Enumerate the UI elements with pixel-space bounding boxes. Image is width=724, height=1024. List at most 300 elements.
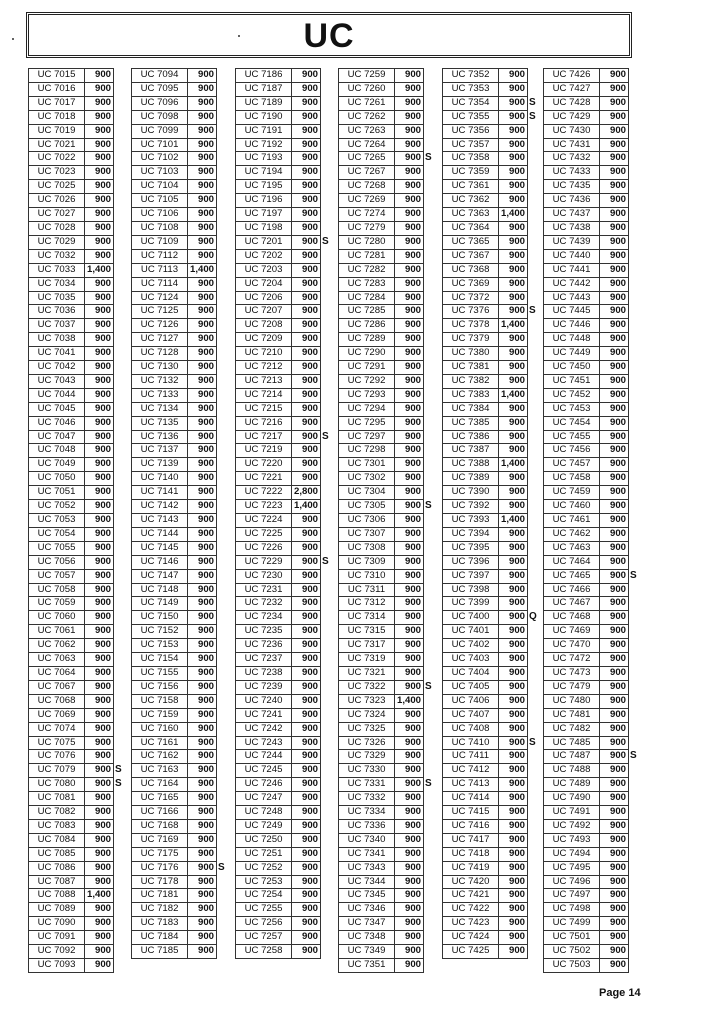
table-row (29, 945, 126, 959)
item-value: 900 (292, 388, 321, 402)
item-value: 1,400 (499, 388, 528, 402)
item-value: 900 (292, 124, 321, 138)
item-flag (528, 639, 540, 653)
item-code: UC 7465 (544, 569, 600, 583)
item-code: UC 7053 (29, 514, 85, 528)
item-value: 900 (292, 263, 321, 277)
item-flag (217, 708, 229, 722)
item-value: 900 (292, 903, 321, 917)
item-flag (217, 597, 229, 611)
item-flag (114, 500, 126, 514)
item-value: 900 (499, 291, 528, 305)
item-code: UC 7086 (29, 861, 85, 875)
table-row (339, 486, 436, 500)
item-code: UC 7336 (339, 819, 395, 833)
item-flag (629, 625, 641, 639)
table-row (29, 861, 126, 875)
table-row (339, 959, 436, 973)
table-row (544, 722, 641, 736)
table-row (236, 124, 333, 138)
table-row (29, 666, 126, 680)
table-row (132, 680, 229, 694)
item-value: 900 (292, 889, 321, 903)
item-value: 900 (395, 402, 424, 416)
item-flag (629, 541, 641, 555)
table-row (132, 945, 229, 959)
table-row (339, 361, 436, 375)
item-flag (114, 361, 126, 375)
item-value: 900 (188, 249, 217, 263)
item-flag (321, 333, 333, 347)
table-row (443, 374, 540, 388)
item-flag (114, 541, 126, 555)
item-value: 900 (292, 555, 321, 569)
table-row (29, 875, 126, 889)
item-value: 900 (188, 931, 217, 945)
item-value: 900 (188, 430, 217, 444)
item-flag (321, 166, 333, 180)
item-flag (528, 806, 540, 820)
item-code: UC 7246 (236, 778, 292, 792)
table-row (132, 597, 229, 611)
item-code: UC 7454 (544, 416, 600, 430)
item-flag (114, 291, 126, 305)
item-code: UC 7015 (29, 69, 85, 83)
item-flag (321, 639, 333, 653)
table-row (132, 388, 229, 402)
table-row (443, 527, 540, 541)
item-value: 900 (499, 806, 528, 820)
item-value: 900 (188, 764, 217, 778)
item-code: UC 7491 (544, 806, 600, 820)
item-value: 900 (395, 110, 424, 124)
item-flag (629, 69, 641, 83)
item-value: 900 (292, 764, 321, 778)
item-code: UC 7457 (544, 458, 600, 472)
item-value: 900 (85, 903, 114, 917)
item-flag (321, 569, 333, 583)
item-code: UC 7140 (132, 472, 188, 486)
item-flag (114, 653, 126, 667)
item-code: UC 7191 (236, 124, 292, 138)
table-row (544, 152, 641, 166)
item-value: 900 (499, 750, 528, 764)
item-code: UC 7496 (544, 875, 600, 889)
item-value: 900 (188, 639, 217, 653)
item-code: UC 7234 (236, 611, 292, 625)
item-flag (114, 444, 126, 458)
table-row (544, 388, 641, 402)
item-flag (321, 152, 333, 166)
item-value: 900 (600, 263, 629, 277)
item-value: 900 (188, 500, 217, 514)
table-row (236, 291, 333, 305)
item-value: 900 (395, 138, 424, 152)
item-flag (114, 875, 126, 889)
price-table (543, 68, 641, 973)
item-code: UC 7034 (29, 277, 85, 291)
item-code: UC 7195 (236, 180, 292, 194)
item-value: 900 (395, 639, 424, 653)
item-value: 900 (499, 653, 528, 667)
item-code: UC 7087 (29, 875, 85, 889)
table-row (544, 361, 641, 375)
table-row (339, 124, 436, 138)
table-row (443, 694, 540, 708)
table-row (132, 319, 229, 333)
item-code: UC 7388 (443, 458, 499, 472)
item-flag (629, 722, 641, 736)
item-value: 900 (188, 833, 217, 847)
item-code: UC 7369 (443, 277, 499, 291)
table-row (443, 889, 540, 903)
item-value: 900 (600, 458, 629, 472)
item-code: UC 7263 (339, 124, 395, 138)
item-value: 900 (395, 430, 424, 444)
table-row (443, 444, 540, 458)
item-code: UC 7096 (132, 96, 188, 110)
item-flag (424, 639, 436, 653)
table-row (544, 861, 641, 875)
item-flag (528, 402, 540, 416)
item-flag (424, 388, 436, 402)
item-flag (114, 750, 126, 764)
item-code: UC 7225 (236, 527, 292, 541)
table-row (29, 263, 126, 277)
item-value: 900 (395, 347, 424, 361)
table-row (236, 736, 333, 750)
item-flag (424, 138, 436, 152)
item-flag (629, 277, 641, 291)
table-row (236, 416, 333, 430)
item-value: 900 (499, 166, 528, 180)
table-row (132, 221, 229, 235)
item-code: UC 7437 (544, 208, 600, 222)
item-value: 900 (499, 861, 528, 875)
table-row (339, 319, 436, 333)
item-flag (217, 249, 229, 263)
item-flag (424, 263, 436, 277)
item-value: 900 (395, 374, 424, 388)
item-value: 900 (395, 653, 424, 667)
item-flag (114, 819, 126, 833)
item-flag (217, 486, 229, 500)
table-row (29, 750, 126, 764)
item-value: 900 (292, 277, 321, 291)
table-row (339, 764, 436, 778)
item-flag (114, 889, 126, 903)
item-code: UC 7259 (339, 69, 395, 83)
item-value: 900 (292, 597, 321, 611)
table-row (29, 500, 126, 514)
item-value: 900 (499, 82, 528, 96)
item-value: 900 (499, 277, 528, 291)
item-code: UC 7311 (339, 583, 395, 597)
item-code: UC 7197 (236, 208, 292, 222)
item-value: 900 (600, 917, 629, 931)
item-value: 900 (600, 903, 629, 917)
item-flag: S (529, 305, 536, 317)
item-code: UC 7255 (236, 903, 292, 917)
item-code: UC 7104 (132, 180, 188, 194)
item-flag (629, 416, 641, 430)
item-value: 900 (188, 277, 217, 291)
table-row (443, 541, 540, 555)
item-flag (424, 597, 436, 611)
item-code: UC 7363 (443, 208, 499, 222)
item-value: 900 (499, 333, 528, 347)
table-row (29, 819, 126, 833)
table-row (443, 416, 540, 430)
item-code: UC 7297 (339, 430, 395, 444)
item-code: UC 7358 (443, 152, 499, 166)
item-code: UC 7461 (544, 514, 600, 528)
table-row (443, 69, 540, 83)
item-code: UC 7359 (443, 166, 499, 180)
item-value: 900 (600, 305, 629, 319)
item-flag: S (529, 736, 536, 748)
table-row (339, 569, 436, 583)
item-flag (528, 708, 540, 722)
item-value: 900 (499, 819, 528, 833)
item-value: 900 (499, 249, 528, 263)
table-row (544, 458, 641, 472)
table-row (339, 235, 436, 249)
item-code: UC 7349 (339, 945, 395, 959)
table-row (236, 458, 333, 472)
item-value: 900 (188, 96, 217, 110)
item-value: 900 (499, 69, 528, 83)
table-row (339, 472, 436, 486)
item-code: UC 7127 (132, 333, 188, 347)
item-value: 900 (499, 666, 528, 680)
item-value: 900 (292, 722, 321, 736)
item-code: UC 7041 (29, 347, 85, 361)
table-row (236, 597, 333, 611)
item-code: UC 7315 (339, 625, 395, 639)
item-flag (424, 694, 436, 708)
item-value: 900 (188, 124, 217, 138)
item-value: 900 (499, 736, 528, 750)
item-code: UC 7364 (443, 221, 499, 235)
table-row (236, 402, 333, 416)
item-flag (217, 917, 229, 931)
item-code: UC 7306 (339, 514, 395, 528)
item-value: 900 (85, 235, 114, 249)
item-code: UC 7136 (132, 430, 188, 444)
item-flag (114, 666, 126, 680)
item-code: UC 7258 (236, 945, 292, 959)
item-flag: S (115, 764, 122, 776)
item-code: UC 7416 (443, 819, 499, 833)
item-code: UC 7435 (544, 180, 600, 194)
item-flag (528, 555, 540, 569)
item-value: 900 (600, 138, 629, 152)
item-code: UC 7051 (29, 486, 85, 500)
table-row (29, 680, 126, 694)
item-code: UC 7135 (132, 416, 188, 430)
table-row (29, 889, 126, 903)
item-flag (528, 82, 540, 96)
item-code: UC 7499 (544, 917, 600, 931)
table-row (339, 583, 436, 597)
item-flag (629, 263, 641, 277)
item-value: 900 (188, 569, 217, 583)
item-flag (629, 347, 641, 361)
table-row (132, 305, 229, 319)
item-value: 900 (85, 124, 114, 138)
item-code: UC 7459 (544, 486, 600, 500)
item-code: UC 7419 (443, 861, 499, 875)
item-code: UC 7280 (339, 235, 395, 249)
item-value: 900 (499, 541, 528, 555)
item-value: 1,400 (85, 263, 114, 277)
item-value: 900 (188, 722, 217, 736)
item-code: UC 7262 (339, 110, 395, 124)
item-value: 900 (395, 221, 424, 235)
item-value: 900 (292, 792, 321, 806)
item-code: UC 7308 (339, 541, 395, 555)
table-row (339, 778, 436, 792)
item-flag (217, 736, 229, 750)
item-value: 900 (499, 138, 528, 152)
item-code: UC 7224 (236, 514, 292, 528)
item-value: 900 (600, 416, 629, 430)
table-row (339, 527, 436, 541)
item-code: UC 7449 (544, 347, 600, 361)
item-value: 900 (395, 527, 424, 541)
item-value: 900 (85, 138, 114, 152)
item-code: UC 7124 (132, 291, 188, 305)
item-code: UC 7289 (339, 333, 395, 347)
item-value: 900 (188, 305, 217, 319)
item-value: 900 (600, 402, 629, 416)
item-flag (114, 722, 126, 736)
item-value: 900 (85, 514, 114, 528)
table-row (544, 680, 641, 694)
table-row (339, 333, 436, 347)
item-flag (629, 792, 641, 806)
table-row (443, 639, 540, 653)
item-code: UC 7226 (236, 541, 292, 555)
item-code: UC 7165 (132, 792, 188, 806)
item-flag (114, 82, 126, 96)
item-code: UC 7305 (339, 500, 395, 514)
item-flag (424, 750, 436, 764)
item-value: 900 (395, 833, 424, 847)
item-code: UC 7406 (443, 694, 499, 708)
item-code: UC 7090 (29, 917, 85, 931)
item-code: UC 7312 (339, 597, 395, 611)
item-value: 900 (292, 249, 321, 263)
item-value: 900 (188, 388, 217, 402)
item-flag (114, 847, 126, 861)
item-flag (629, 806, 641, 820)
item-value: 900 (600, 194, 629, 208)
item-value: 900 (85, 221, 114, 235)
item-value: 900 (85, 625, 114, 639)
item-code: UC 7481 (544, 708, 600, 722)
item-code: UC 7189 (236, 96, 292, 110)
item-value: 900 (395, 792, 424, 806)
item-code: UC 7137 (132, 444, 188, 458)
item-code: UC 7133 (132, 388, 188, 402)
item-value: 900 (188, 514, 217, 528)
item-value: 900 (85, 945, 114, 959)
table-row (236, 110, 333, 124)
item-code: UC 7054 (29, 527, 85, 541)
item-code: UC 7215 (236, 402, 292, 416)
item-flag (528, 152, 540, 166)
item-flag (528, 374, 540, 388)
table-row (544, 875, 641, 889)
item-value: 900 (188, 597, 217, 611)
table-row (544, 889, 641, 903)
item-flag (528, 124, 540, 138)
item-flag (114, 221, 126, 235)
item-value: 900 (85, 291, 114, 305)
item-flag (217, 833, 229, 847)
item-code: UC 7028 (29, 221, 85, 235)
item-value: 900 (188, 347, 217, 361)
item-code: UC 7380 (443, 347, 499, 361)
item-value: 900 (600, 569, 629, 583)
item-value: 900 (85, 180, 114, 194)
table-row (132, 277, 229, 291)
item-code: UC 7260 (339, 82, 395, 96)
item-flag (217, 639, 229, 653)
table-row (29, 291, 126, 305)
table-row (29, 388, 126, 402)
item-value: 900 (188, 792, 217, 806)
table-row (339, 152, 436, 166)
item-code: UC 7049 (29, 458, 85, 472)
table-row (443, 430, 540, 444)
table-row (443, 625, 540, 639)
table-row (339, 277, 436, 291)
item-code: UC 7230 (236, 569, 292, 583)
item-code: UC 7384 (443, 402, 499, 416)
item-code: UC 7092 (29, 945, 85, 959)
item-code: UC 7187 (236, 82, 292, 96)
item-code: UC 7317 (339, 639, 395, 653)
item-flag (424, 305, 436, 319)
item-code: UC 7265 (339, 152, 395, 166)
table-row (29, 96, 126, 110)
item-value: 900 (292, 861, 321, 875)
table-row (132, 82, 229, 96)
item-value: 900 (188, 291, 217, 305)
item-value: 900 (292, 291, 321, 305)
item-flag (528, 166, 540, 180)
item-value: 900 (188, 152, 217, 166)
item-code: UC 7405 (443, 680, 499, 694)
item-code: UC 7047 (29, 430, 85, 444)
item-value: 900 (600, 945, 629, 959)
item-code: UC 7341 (339, 847, 395, 861)
item-value: 900 (499, 263, 528, 277)
item-code: UC 7244 (236, 750, 292, 764)
item-value: 900 (292, 69, 321, 83)
item-code: UC 7261 (339, 96, 395, 110)
table-row (29, 235, 126, 249)
item-value: 900 (188, 750, 217, 764)
item-code: UC 7064 (29, 666, 85, 680)
item-code: UC 7422 (443, 903, 499, 917)
item-value: 900 (85, 500, 114, 514)
item-code: UC 7438 (544, 221, 600, 235)
table-row (544, 666, 641, 680)
